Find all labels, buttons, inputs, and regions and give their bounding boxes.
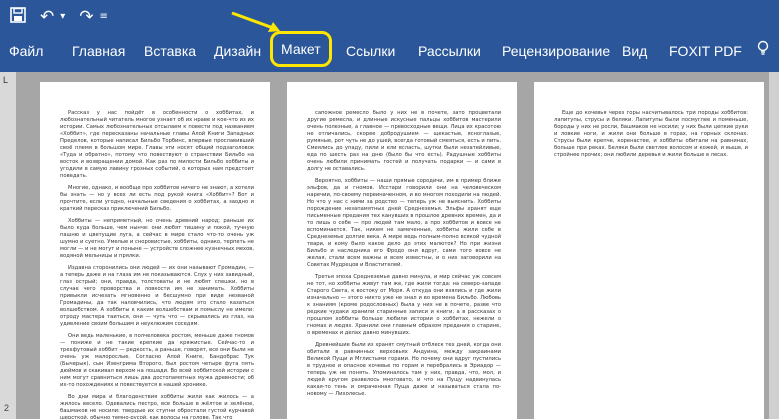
quick-access-toolbar <box>10 4 108 30</box>
undo-icon[interactable]: ↶ <box>40 7 55 27</box>
tab-review[interactable]: Рецензирование <box>502 43 611 59</box>
paragraph: Древнейшие были из хранят смутный отблеск тех дней, когда они обитали в равнинных верховьях Андуина, между закраинами Великой Пущи и Мглистыми горами. Но почему они вдруг пустились в трудное и опасное кочевье по горам и перебрались в Эриадор — теперь уж не понять. Упоминалось там у них, правда, что, мол, и людей кругом развелось многовато, и что на Пущу надвинулась какая-то тень и омраченная Пуща даже и называться стала по-новому — Лихолесье. <box>307 342 501 397</box>
document-canvas <box>0 72 779 419</box>
document-page-1[interactable] <box>40 82 270 419</box>
paragraph: Многие, однако, и вообще про хоббитов ничего не знают, а хотели бы знать — но у всех ли есть под рукой книга «Хоббит»? Вот и прочтите, если угодно, начальные сведения о хоббитах, а заодно и краткий пересказ приключений Бильбо. <box>60 185 254 212</box>
redo-icon[interactable]: ↷ <box>79 7 94 27</box>
lightbulb-icon[interactable] <box>756 40 770 62</box>
undo-dropdown-chevron-icon[interactable]: ▾ <box>60 11 66 22</box>
save-icon[interactable] <box>10 7 26 28</box>
tab-file[interactable]: Файл <box>9 43 44 59</box>
paragraph: Во дни мира и благоденствия хоббиты жили как жилось — а жилось весело. Одевались пестро, все больше в жёлтое и зелёное, башмаков не носили: твердые их ступни обростали густой курчавой шерсткой, обычно темно-русой, как волосы на голове. Так что <box>60 394 254 419</box>
vertical-ruler <box>0 90 16 419</box>
tab-layout[interactable]: Макет <box>270 31 332 67</box>
ruler-page-number: 2 <box>4 403 10 413</box>
tab-mailings[interactable]: Рассылки <box>418 43 481 59</box>
paragraph: сапожное ремесло было у них не в почете, зато процветали другие ремесла, и длинные искусные пальцы хоббитов мастерили очень полезные, а главное — превосходные вещи. Лица их красотою не отличались, скорее добродушием — щекастые, ясноглазые, румяные, рот чуть не до ушей, всегда готовый смеяться, есть и пить. Смеялись до упаду, пили и ели всласть, шутки были незатейливые, еда по шесть раз на дню (было бы что есть). Радушные хоббиты очень любили принимать гостей и получать подарки — и сами в долгу не оставались. <box>307 110 501 172</box>
paragraph: Они ведь маленькие, в полчеловека ростом, меньше даже гномов — пониже и не такие крепкие да кряжистые. Сейчас-то и трехфутовый хоббит — редкость, а раньше, говорят, все они были не очень уж малорослые. Согласно Алой Книге, Бандобрас Тук (Бычерык), сын Изенгрима Второго, был ростом четыре фута пять дюймов и скакивал верхом на лошади. Во всей хоббитской истории с ним могут сравниться лишь два достопамятных мужа древности; об их-то похождениях и повествуется в нашей хронике. <box>60 333 254 388</box>
paragraph: Еще до кочевья через горы насчитывалось три породы хоббитов: лапитупы, струсы и беляки. Лапитупы были посмуглее и поменьше, бороды у них не росли, башмаков не носили; у них были цепкие руки и ловкие ноги, и жили они больше в горах, на горных склонах. Струсы были крепче, коренастее, и хоббиты обитали на равнинах, больше при реках. Беляки были светлее волосом и кожей, и выше, и стройнее прочих; они любили деревья и жили больше в лесах. <box>554 110 748 158</box>
tab-view[interactable]: Вид <box>622 43 648 59</box>
tab-design[interactable]: Дизайн <box>214 43 262 59</box>
tab-home[interactable]: Главная <box>72 43 126 59</box>
paragraph: Вероятно, хоббиты — наши прямые сородичи, им в пример ближе эльфов, да и гномов. Исстари говорили они на человеческом наречии, по-своему переиначенном, и во многом походили на людей. Но что у нас с ними за родство — теперь уж не выяснить. Хоббиты порождение незапамятных дней Среднеземья. Эльфы хранят еще письменные предания тех канувших в прошлое древних времен, да и то лишь о себе — про людей там мало, а про хоббитов и вовсе не вспоминается. Так, никем не замеченные, хоббиты жили себе в Среднеземье долгие века. А мире ведь полным-полно всякой чудной твари, и кому было какое дело до этих малюток? Но при жизни Бильбо и наследника его Фродо они вдруг, сами того вовсе не желая, стали всем важны и всем известны, и о них заговорили на Советах Мудрецов и Властителей. <box>307 178 501 268</box>
tab-selector[interactable]: L <box>0 72 16 90</box>
paragraph: Издавна сторонились они людей — их они называют Громадин, — а теперь даже и на глаза им не показываются. Слух у них завидный, глаз острый; они, правда, толстоваты и не любят спешки, но в случае чего проворства и ловкости им не занимать. Хоббиты привыкли исчезать мгновенно и бесшумно при виде незваной Громадины, да так наловчились, что людям это стало казаться волшебством. А хоббиты к каким волшебствам и помыслу не имели: отроду мастера таиться, они — чуть что — скрывались из глаз, на удивление своим большим и неуклюжим соседям. <box>60 265 254 327</box>
document-page-2[interactable] <box>287 82 517 419</box>
tab-references[interactable]: Ссылки <box>346 43 396 59</box>
paragraph: Рассказ у нас пойдёт в особенности о хоббитах, и любознательный читатель многое узнает об их нраве и кое-что из их истории. Самых любознательных отсылаем к повести под названием «Хоббит», где пересказаны начальные главы Алой Книги Западных Пределов, которые написал Бильбо Торбинс, впервые прославивший своё племя в большом мире. Главы эти носят общий подзаголовок «Туда и обратно», потому что повествуют о странствии Бильбо на восток и возвращении домой. Как раз по милости Бильбо хоббиты и угодили в самую лавину грозных событий, о которых нам предстоит поведать. <box>60 110 254 179</box>
tab-foxit-pdf[interactable]: FOXIT PDF <box>669 43 742 59</box>
paragraph: Хоббиты — неприметный, но очень древний народ; раньше их было куда больше, чем нынче: они любят тишину и покой, тучную пашню и цветущие луга, а сейчас в мире стало что-то очень уж шумно и суетно. Умелые и сноровистые, хоббиты, однако, терпеть не могли — и не могут и поныне — устройств сложнее кузнечных мехов, водяной мельницы и прялки. <box>60 218 254 259</box>
document-page-3[interactable] <box>534 82 764 419</box>
customize-icon[interactable]: ≡ <box>99 11 108 22</box>
vertical-scrollbar[interactable] <box>769 72 779 419</box>
ribbon <box>0 0 779 72</box>
tab-insert[interactable]: Вставка <box>144 43 197 59</box>
paragraph: Третья эпоха Среднеземья давно минула, и мир сейчас уж совсем не тот, но хоббиты живут там же, где жили тогда: на северо-западе Старого Света, к востоку от Моря. А откуда они взялись и где жили изначально — этого никто уже не знал и во времена Бильбо. Любовь к знаниям (кроме родословных) была у них не в почете, разве что редкие чудаки хранили старинные записи и книги, а в рассказах о прошлом хоббиты больше любили истории о хоббитах, нежели о гномах и людях. Хранили они главным образом предания о старине, о временах и делах давно минувших. <box>307 274 501 336</box>
